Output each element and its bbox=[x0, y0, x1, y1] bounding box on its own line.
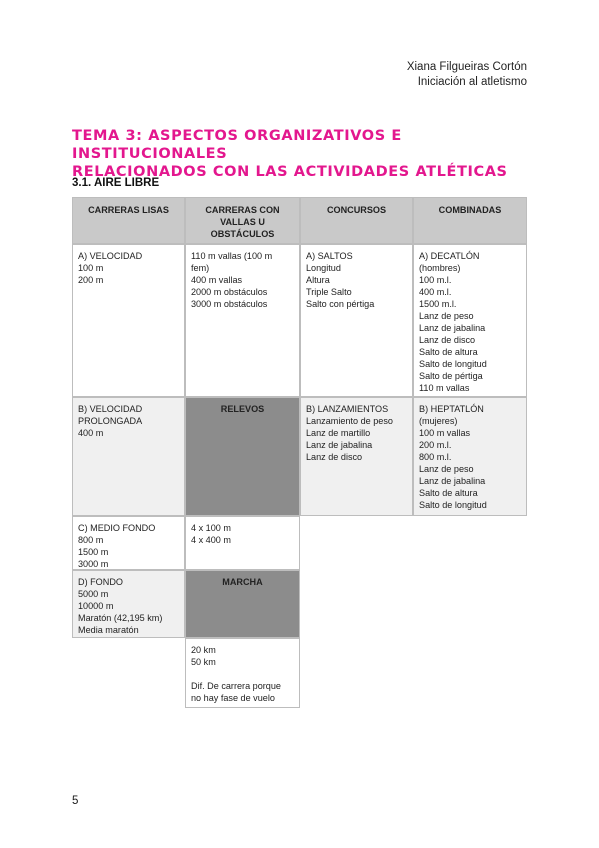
table-header-combinadas: COMBINADAS bbox=[413, 197, 527, 244]
table-cell-relevos: 4 x 100 m 4 x 400 m bbox=[185, 516, 300, 570]
table-cell-relevos-header: RELEVOS bbox=[185, 397, 300, 516]
table-header-carreras-lisas: CARRERAS LISAS bbox=[72, 197, 185, 244]
document-subtitle: Iniciación al atletismo bbox=[417, 76, 527, 88]
table-header-carreras-vallas: CARRERAS CON VALLAS U OBSTÁCULOS bbox=[185, 197, 300, 244]
chapter-title-line-1: TEMA 3: ASPECTOS ORGANIZATIVOS E INSTITUCIONALES bbox=[72, 128, 402, 162]
table-cell-marcha-header: MARCHA bbox=[185, 570, 300, 638]
section-heading: 3.1. AIRE LIBRE bbox=[72, 177, 160, 189]
table-cell-marcha: 20 km 50 km Dif. De carrera porque no hay fase de vuelo bbox=[185, 638, 300, 708]
table-cell-decatlon: A) DECATLÓN (hombres) 100 m.l. 400 m.l. 1500 m.l. Lanz de peso Lanz de jabalina Lanz de disco Salto de altura Salto de longitud Salto de pértiga 110 m vallas bbox=[413, 244, 527, 397]
chapter-title bbox=[72, 127, 532, 181]
table-cell-lanzamientos: B) LANZAMIENTOS Lanzamiento de peso Lanz de martillo Lanz de jabalina Lanz de disco bbox=[300, 397, 413, 516]
table-cell-velocidad: A) VELOCIDAD 100 m 200 m bbox=[72, 244, 185, 397]
chapter-title-line-2: RELACIONADOS CON LAS ACTIVIDADES ATLÉTICAS bbox=[72, 164, 508, 180]
table-cell-vallas: 110 m vallas (100 m fem) 400 m vallas 2000 m obstáculos 3000 m obstáculos bbox=[185, 244, 300, 397]
table-cell-fondo: D) FONDO 5000 m 10000 m Maratón (42,195 km) Media maratón bbox=[72, 570, 185, 638]
table-header-concursos: CONCURSOS bbox=[300, 197, 413, 244]
table-cell-velocidad-prolongada: B) VELOCIDAD PROLONGADA 400 m bbox=[72, 397, 185, 516]
table-cell-medio-fondo: C) MEDIO FONDO 800 m 1500 m 3000 m bbox=[72, 516, 185, 570]
author-name: Xiana Filgueiras Cortón bbox=[406, 61, 527, 73]
table-cell-heptatlon: B) HEPTATLÓN (mujeres) 100 m vallas 200 m.l. 800 m.l. Lanz de peso Lanz de jabalina Salto de altura Salto de longitud bbox=[413, 397, 527, 516]
table-cell-saltos: A) SALTOS Longitud Altura Triple Salto Salto con pértiga bbox=[300, 244, 413, 397]
page-number: 5 bbox=[72, 795, 79, 807]
page-header bbox=[407, 60, 527, 90]
